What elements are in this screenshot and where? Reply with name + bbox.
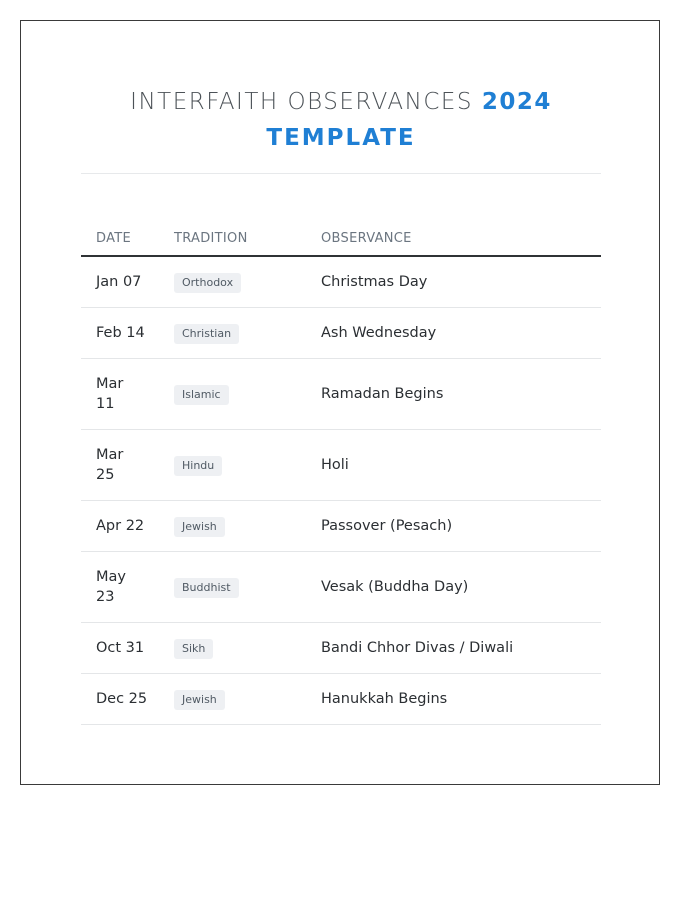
date-cell: Mar 11 [81, 359, 159, 430]
observance-cell: Holi [306, 430, 601, 501]
date-cell: Oct 31 [81, 623, 159, 674]
date-cell: Jan 07 [81, 256, 159, 308]
table-row [81, 308, 601, 359]
tradition-badge: Christian [174, 324, 239, 344]
tradition-cell [159, 501, 306, 552]
table-row [81, 623, 601, 674]
date-cell: Dec 25 [81, 674, 159, 725]
title-year: 2024 [481, 89, 552, 115]
column-header-tradition: TRADITION [159, 221, 306, 256]
observance-cell: Ramadan Begins [306, 359, 601, 430]
tradition-badge: Islamic [174, 385, 229, 405]
date-cell: Feb 14 [81, 308, 159, 359]
tradition-cell [159, 674, 306, 725]
tradition-cell [159, 623, 306, 674]
observances-table [81, 221, 601, 725]
observance-cell: Hanukkah Begins [306, 674, 601, 725]
observance-cell: Passover (Pesach) [306, 501, 601, 552]
table-body [81, 256, 601, 725]
title-divider [81, 173, 601, 174]
tradition-cell [159, 308, 306, 359]
title-block [81, 85, 601, 155]
document-card [20, 20, 660, 785]
tradition-cell [159, 359, 306, 430]
column-header-observance: OBSERVANCE [306, 221, 601, 256]
tradition-badge: Hindu [174, 456, 222, 476]
table-row [81, 674, 601, 725]
column-header-date: DATE [81, 221, 159, 256]
tradition-cell [159, 552, 306, 623]
date-cell: Mar 25 [81, 430, 159, 501]
observance-cell: Christmas Day [306, 256, 601, 308]
tradition-badge: Orthodox [174, 273, 241, 293]
observance-cell: Vesak (Buddha Day) [306, 552, 601, 623]
tradition-cell [159, 430, 306, 501]
table-row [81, 501, 601, 552]
table-header-row [81, 221, 601, 256]
tradition-badge: Sikh [174, 639, 213, 659]
tradition-badge: Jewish [174, 517, 225, 537]
date-cell: May 23 [81, 552, 159, 623]
page-title [81, 85, 601, 119]
table-row [81, 359, 601, 430]
title-main: INTERFAITH OBSERVANCES [130, 89, 474, 115]
table-row [81, 256, 601, 308]
tradition-badge: Jewish [174, 690, 225, 710]
date-cell: Apr 22 [81, 501, 159, 552]
page-subtitle: TEMPLATE [266, 125, 416, 151]
observance-cell: Bandi Chhor Divas / Diwali [306, 623, 601, 674]
table-row [81, 430, 601, 501]
observance-cell: Ash Wednesday [306, 308, 601, 359]
table-row [81, 552, 601, 623]
tradition-cell [159, 256, 306, 308]
tradition-badge: Buddhist [174, 578, 239, 598]
